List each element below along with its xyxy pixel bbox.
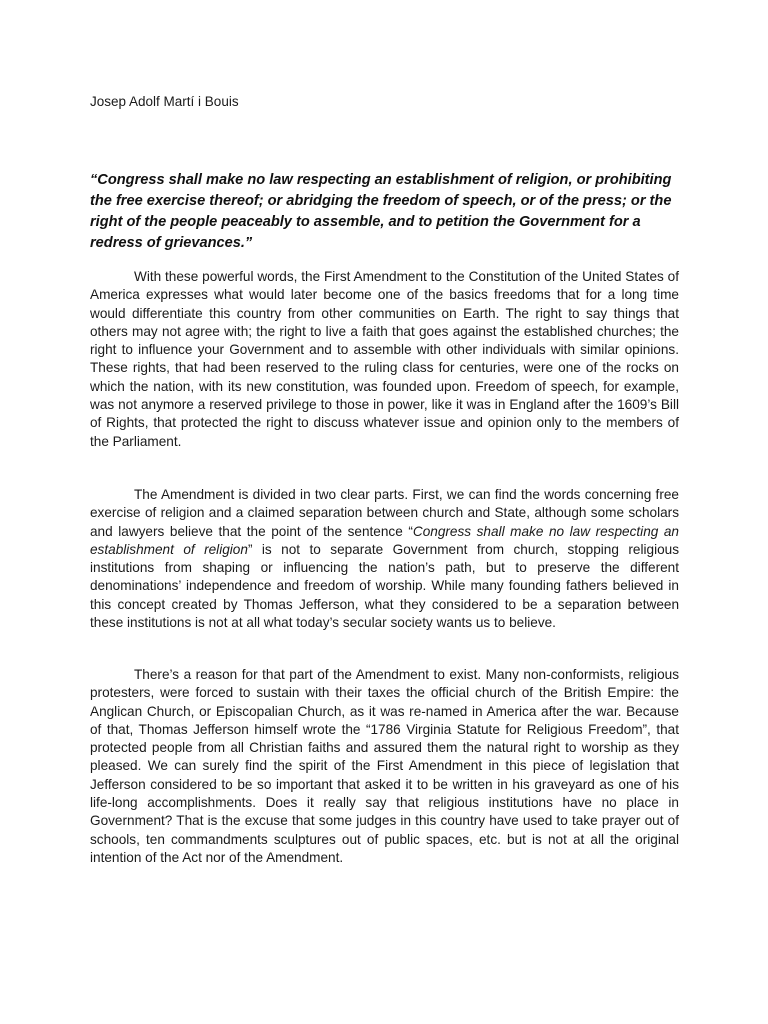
paragraph-2 [90,486,679,632]
paragraph-3: There’s a reason for that part of the Amendment to exist. Many non-conformists, religious protesters, were forced to sustain with their taxes the official church of the British Empire: the Anglican Church, or Episcopalian Church, as it was re-named in America after the war. Because of that, Thomas Jefferson himself wrote the “1786 Virginia Statute for Religious Freedom”, that protected people from all Christian faiths and assured them the natural right to worship as they pleased. We can surely find the spirit of the First Amendment in this piece of legislation that Jefferson considered to be so important that asked it to be written in his graveyard as one of his life-long accomplishments. Does it really say that religious institutions have no place in Government? That is the excuse that some judges in this country have used to take prayer out of schools, ten commandments sculptures out of public spaces, etc. but is not at all the original intention of the Act nor of the Amendment. [90,667,679,865]
paragraph-2-text-a: The Amendment is divided in two clear parts. First, we can find the words concerning free exercise of religion and a claimed separation between church and State, although some scholars and lawyers believe that the point of the sentence “ [90,487,679,539]
author-name: Josep Adolf Martí i Bouis [90,94,239,109]
paragraph-1: With these powerful words, the First Amendment to the Constitution of the United States of America expresses what would later become one of the basics freedoms that for a long time would differentiate this country from other communities on Earth. The right to say things that others may not agree with; the right to live a faith that goes against the established churches; the right to influence your Government and to assemble with other individuals with similar opinions. These rights, that had been reserved to the ruling class for centuries, were one of the rocks on which the nation, with its new constitution, was founded upon. Freedom of speech, for example, was not anymore a reserved privilege to those in power, like it was in England after the 1609’s Bill of Rights, that protected the right to discuss whatever issue and opinion only to the members of the Parliament. [90,269,679,449]
first-amendment-quote: “Congress shall make no law respecting an establishment of religion, or prohibiting the free exercise thereof; or abridging the freedom of speech, or of the press; or the right of the people peaceably to assemble, and to petition the Government for a redress of grievances.” [90,172,672,251]
paragraph-2-emphasis: Congress shall make no law respecting an establishment of religion [90,523,679,557]
paragraph-2-text-b: ” is not to separate Government from church, stopping religious institutions from shaping or influencing the nation’s path, but to preserve the different denominations’ independence and freedom of worship. While many founding fathers believed in this concept created by Thomas Jefferson, what they considered to be a separation between these institutions is not at all what today’s secular society wants us to believe. [90,541,680,631]
